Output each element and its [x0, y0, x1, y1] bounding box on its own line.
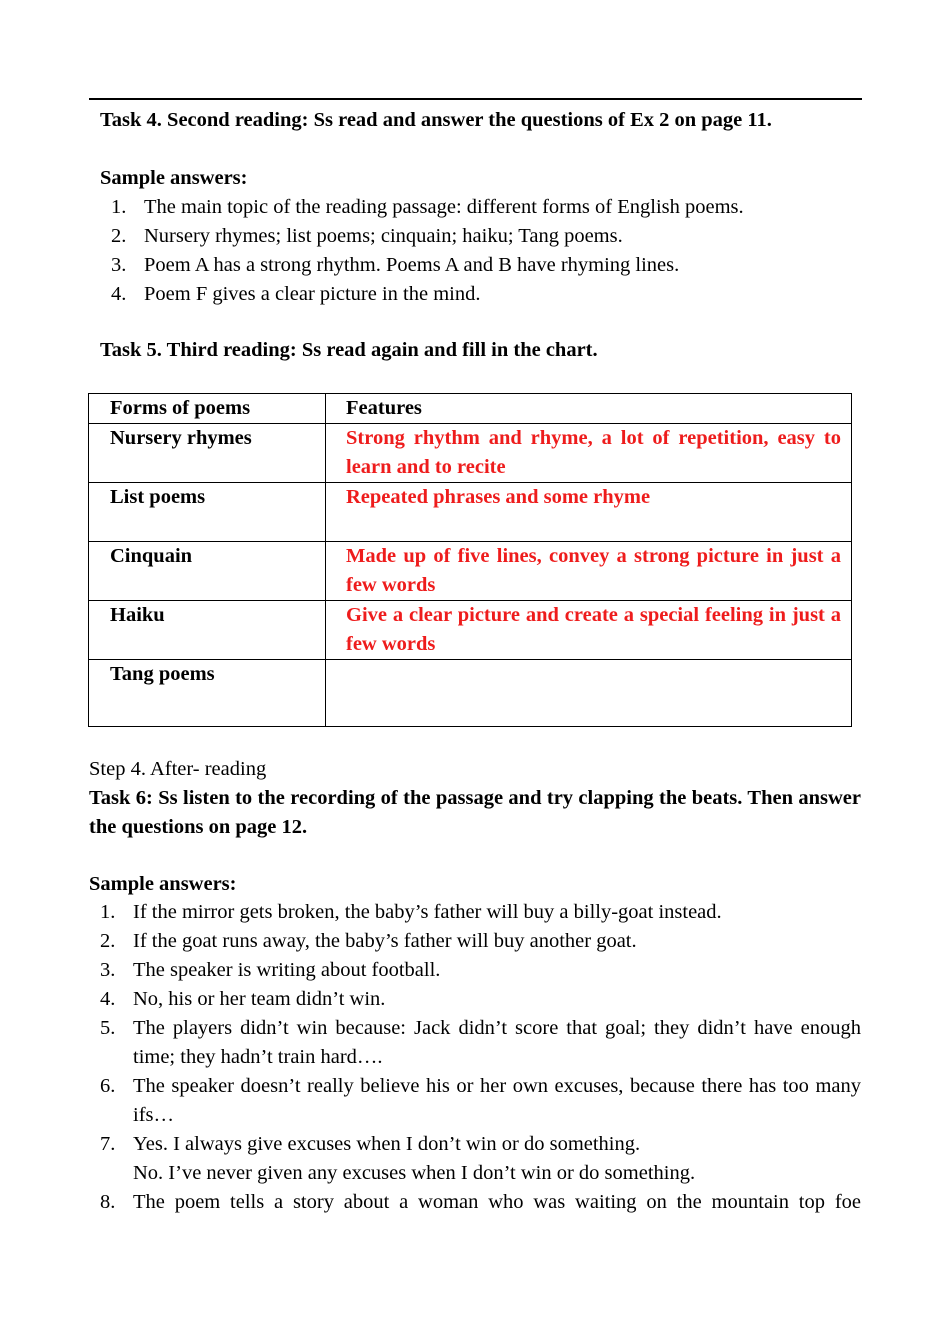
- item-number: 1.: [111, 196, 127, 218]
- list-item: [100, 1014, 861, 1072]
- item-number: 4.: [100, 988, 116, 1010]
- table-row: [89, 660, 852, 727]
- item-text: Yes. I always give excuses when I don’t win or do something.: [133, 1133, 641, 1155]
- step4-title: Step 4. After- reading: [89, 758, 267, 780]
- item-text: The players didn’t win because: Jack didn’t score that goal; they didn’t have enough time; they hadn’t train hard….: [133, 1017, 861, 1068]
- item-number: 1.: [100, 901, 116, 923]
- task6-heading: Task 6: Ss listen to the recording of the passage and try clapping the beats. Then answer the questions on page 12.: [89, 787, 861, 838]
- task6-sample-label: Sample answers:: [89, 873, 237, 895]
- item-text: No, his or her team didn’t win.: [133, 988, 386, 1010]
- item-text: Poem F gives a clear picture in the mind.: [144, 283, 481, 305]
- item-number: 4.: [111, 283, 127, 305]
- table-header-row: [89, 394, 852, 424]
- list-item: [100, 1072, 861, 1130]
- header-forms: Forms of poems: [89, 394, 326, 424]
- item-number: 2.: [100, 930, 116, 952]
- task4-sample-label: Sample answers:: [100, 167, 248, 189]
- item-number: 2.: [111, 225, 127, 247]
- list-item: [100, 927, 861, 956]
- item-text-alt: No. I’ve never given any excuses when I don’t win or do something.: [133, 1162, 696, 1184]
- task6-answer-list: [100, 898, 861, 1217]
- item-number: 8.: [100, 1191, 116, 1213]
- list-item: [111, 222, 831, 251]
- list-item: [100, 898, 861, 927]
- form-cell: Haiku: [89, 601, 326, 660]
- form-cell: Tang poems: [89, 660, 326, 727]
- item-number: 3.: [111, 254, 127, 276]
- item-number: 7.: [100, 1133, 116, 1155]
- item-text: If the mirror gets broken, the baby’s father will buy a billy-goat instead.: [133, 901, 722, 923]
- top-rule: [89, 98, 862, 100]
- feature-cell: [326, 660, 852, 727]
- item-text: Poem A has a strong rhythm. Poems A and B have rhyming lines.: [144, 254, 680, 276]
- list-item: [111, 280, 831, 309]
- list-item: [100, 1188, 861, 1217]
- form-cell: Cinquain: [89, 542, 326, 601]
- feature-cell: Made up of five lines, convey a strong picture in just a few words: [326, 542, 852, 601]
- task4-heading: Task 4. Second reading: Ss read and answer the questions of Ex 2 on page 11.: [100, 109, 772, 131]
- feature-cell: Strong rhythm and rhyme, a lot of repetition, easy to learn and to recite: [326, 424, 852, 483]
- poem-forms-chart: [88, 393, 852, 727]
- item-number: 3.: [100, 959, 116, 981]
- form-cell: Nursery rhymes: [89, 424, 326, 483]
- item-number: 5.: [100, 1017, 116, 1039]
- item-number: 6.: [100, 1075, 116, 1097]
- form-cell: List poems: [89, 483, 326, 542]
- task5-heading: Task 5. Third reading: Ss read again and fill in the chart.: [100, 339, 598, 361]
- list-item: [111, 251, 831, 280]
- list-item: [100, 1130, 861, 1188]
- item-text: Nursery rhymes; list poems; cinquain; haiku; Tang poems.: [144, 225, 623, 247]
- task4-answer-list: [111, 193, 831, 309]
- item-text: The main topic of the reading passage: different forms of English poems.: [144, 196, 744, 218]
- table-row: [89, 483, 852, 542]
- item-text: If the goat runs away, the baby’s father will buy another goat.: [133, 930, 637, 952]
- item-text: The poem tells a story about a woman who was waiting on the mountain top foe: [133, 1191, 861, 1213]
- list-item: [100, 985, 861, 1014]
- item-text: The speaker doesn’t really believe his or her own excuses, because there has too many ifs…: [133, 1075, 861, 1126]
- feature-cell: Give a clear picture and create a special feeling in just a few words: [326, 601, 852, 660]
- table-row: [89, 424, 852, 483]
- table-row: [89, 542, 852, 601]
- list-item: [100, 956, 861, 985]
- header-features: Features: [326, 394, 852, 424]
- feature-cell: Repeated phrases and some rhyme: [326, 483, 852, 542]
- table-row: [89, 601, 852, 660]
- list-item: [111, 193, 831, 222]
- item-text: The speaker is writing about football.: [133, 959, 441, 981]
